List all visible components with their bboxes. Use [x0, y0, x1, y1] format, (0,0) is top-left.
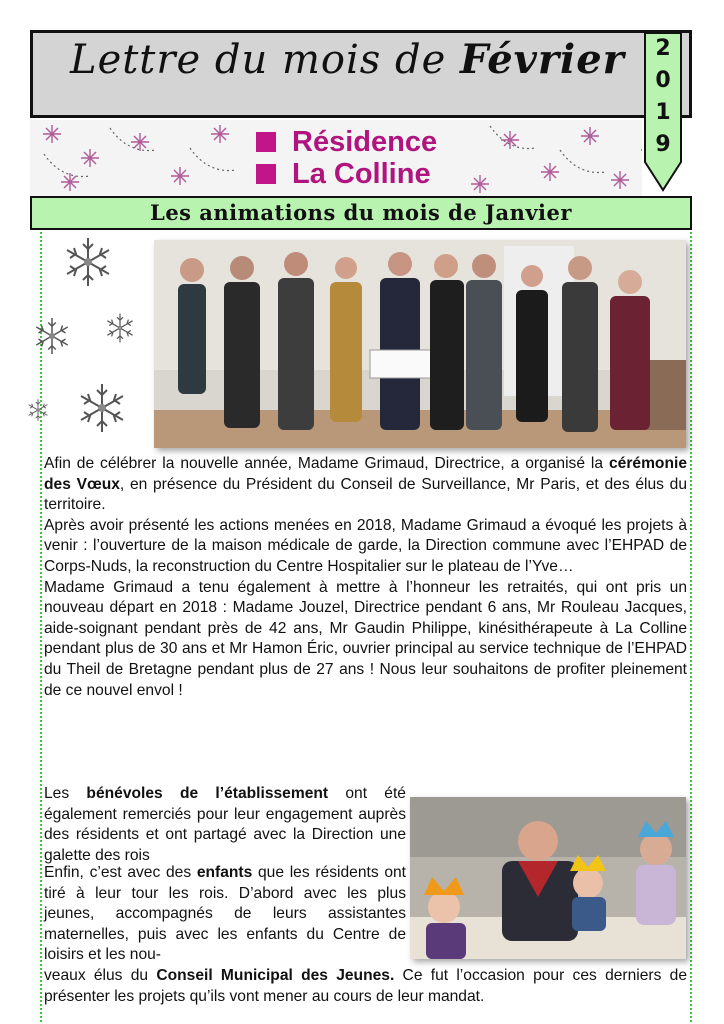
logo-line-1: Résidence: [292, 126, 438, 158]
year-digit-3: 1: [655, 100, 671, 125]
snowflake-decoration: [22, 232, 152, 432]
year-digit-2: 0: [655, 68, 671, 93]
paragraph-retirees: Madame Grimaud a tenu également à mettre à l’honneur les retraités, qui ont pris un nouveau départ en 2018 : Madame Jouzel, Directrice pendant 6 ans, Mr Rouleau Jacques, aide-soignant pendant près de 42 ans, Mr Gaudin Philippe, kinésithérapeute à La Colline pendant plus de 30 ans et Mr Hamon Éric, ouvrier principal au service technique de l’EHPAD du Theil de Bretagne pendant plus de 27 ans ! Nous leur souhaitons de profiter pleinement de ce nouvel envol !: [44, 578, 687, 699]
right-dotted-border: [690, 232, 692, 1022]
decorative-band: [30, 120, 642, 196]
title-month: Février: [460, 36, 625, 83]
paragraph-ceremony: Afin de célébrer la nouvelle année, Madame Grimaud, Directrice, a organisé la cérémonie des Vœux, en présence du Président du Conseil de Surveillance, Mr Paris, et des élus du territoire.: [44, 455, 687, 514]
group-photo: [154, 240, 686, 448]
snowflake-icon-4: [81, 384, 123, 432]
logo-square-top: [256, 132, 276, 152]
year-digit-1: 2: [655, 36, 671, 61]
snowflake-icon-1: [67, 238, 109, 286]
paragraph-projects: Après avoir présenté les actions menées en 2018, Madame Grimaud a évoqué les projets à venir : l’ouverture de la maison médicale de garde, la Direction commune avec l’EHPAD de Corps-Nuds, la reconstruction du Centre Hospitalier sur le plateau de l’Yve…: [44, 516, 687, 575]
logo-square-bottom: [256, 164, 276, 184]
snowflake-icon-5: [29, 399, 48, 421]
article-body: [44, 454, 687, 701]
logo-line-2: La Colline: [292, 158, 431, 190]
snowflake-icon-3: [107, 314, 132, 343]
galette-photo: [410, 797, 686, 959]
section-heading: Les animations du mois de Janvier: [150, 200, 572, 225]
paragraph-children: Enfin, c’est avec des enfants que les résidents ont tiré à leur tour les rois. D’abord avec les plus jeunes, accompagnés de leurs assistantes maternelles, puis avec les enfants du Centre de loisirs et les nou-: [44, 864, 406, 964]
snowflake-icon-2: [36, 318, 68, 354]
paragraph-volunteers: Les bénévoles de l’établissement ont été également remerciés pour leur engagement auprès des résidents et ont partagé avec la Direction une galette des rois: [44, 785, 406, 864]
section-heading-bar: [30, 196, 692, 230]
title-prefix: Lettre du mois de: [70, 37, 461, 83]
newsletter-title: [70, 36, 625, 83]
paragraph-youth-council: veaux élus du Conseil Municipal des Jeunes. Ce fut l’occasion pour ces derniers de présenter les projets qu’ils vont mener au cours de leur mandat.: [44, 967, 688, 1005]
year-banner: [644, 32, 682, 192]
year-digit-4: 9: [655, 132, 671, 157]
